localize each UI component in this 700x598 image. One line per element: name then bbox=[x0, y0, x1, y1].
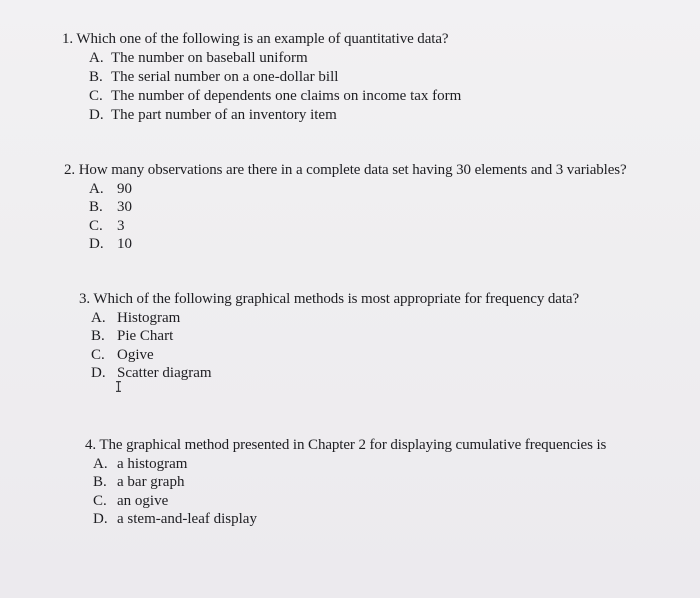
option-letter: C. bbox=[91, 346, 105, 363]
question-3-option-a[interactable] bbox=[91, 309, 579, 328]
option-letter: C. bbox=[89, 217, 103, 234]
question-2 bbox=[64, 161, 627, 254]
option-letter: D. bbox=[91, 365, 106, 381]
question-3-options bbox=[91, 309, 579, 383]
question-3-option-d[interactable] bbox=[91, 364, 579, 383]
option-text: The part number of an inventory item bbox=[111, 106, 337, 123]
option-text: The number of dependents one claims on income tax form bbox=[111, 87, 462, 104]
question-1-text: 1. Which one of the following is an example of quantitative data? bbox=[62, 31, 449, 47]
question-1-option-c[interactable] bbox=[89, 87, 461, 106]
question-2-option-c[interactable] bbox=[89, 217, 627, 236]
question-4-option-a[interactable] bbox=[93, 455, 606, 474]
option-text: The serial number on a one-dollar bill bbox=[111, 68, 339, 85]
question-4-option-b[interactable] bbox=[93, 473, 606, 492]
option-text: 30 bbox=[117, 199, 132, 215]
question-3-option-c[interactable] bbox=[91, 346, 579, 365]
question-3-option-b[interactable] bbox=[91, 327, 579, 346]
option-letter: C. bbox=[93, 492, 107, 509]
option-text: Ogive bbox=[117, 346, 154, 363]
option-text: Pie Chart bbox=[117, 328, 174, 344]
option-letter: C. bbox=[89, 87, 103, 104]
question-4-options bbox=[93, 455, 606, 529]
option-text: Scatter diagram bbox=[117, 365, 212, 381]
question-2-options bbox=[89, 180, 627, 254]
option-letter: A. bbox=[93, 455, 108, 472]
question-3-text: 3. Which of the following graphical methods is most appropriate for frequency data? bbox=[79, 291, 580, 307]
question-2-option-d[interactable] bbox=[89, 235, 627, 254]
text-cursor-icon: I bbox=[114, 378, 123, 396]
question-1-options bbox=[89, 49, 461, 125]
question-1-option-d[interactable] bbox=[89, 106, 461, 125]
question-4-option-d[interactable] bbox=[93, 510, 606, 529]
question-2-option-a[interactable] bbox=[89, 180, 627, 199]
option-text: 3 bbox=[117, 217, 125, 234]
question-4 bbox=[85, 436, 606, 529]
option-letter: A. bbox=[91, 309, 106, 326]
question-1 bbox=[62, 30, 461, 125]
question-1-option-b[interactable] bbox=[89, 68, 461, 87]
option-letter: D. bbox=[93, 511, 108, 527]
option-letter: A. bbox=[89, 49, 104, 66]
question-1-option-a[interactable] bbox=[89, 49, 461, 68]
option-text: 10 bbox=[117, 236, 132, 252]
option-letter: D. bbox=[89, 236, 104, 252]
option-letter: B. bbox=[93, 474, 107, 490]
question-2-option-b[interactable] bbox=[89, 198, 627, 217]
question-2-text: 2. How many observations are there in a complete data set having 30 elements and 3 variables? bbox=[64, 162, 627, 178]
option-text: a bar graph bbox=[117, 474, 185, 490]
option-letter: B. bbox=[91, 328, 105, 344]
option-letter: D. bbox=[89, 106, 104, 123]
option-text: a stem-and-leaf display bbox=[117, 511, 257, 527]
question-4-text: 4. The graphical method presented in Chapter 2 for displaying cumulative frequencies is bbox=[85, 437, 607, 453]
option-text: Histogram bbox=[117, 309, 181, 326]
option-text: an ogive bbox=[117, 492, 169, 509]
question-3 bbox=[79, 290, 579, 383]
option-text: a histogram bbox=[117, 455, 188, 472]
option-text: The number on baseball uniform bbox=[111, 49, 308, 66]
option-letter: A. bbox=[89, 180, 104, 197]
option-text: 90 bbox=[117, 180, 132, 197]
option-letter: B. bbox=[89, 68, 103, 85]
question-4-option-c[interactable] bbox=[93, 492, 606, 511]
option-letter: B. bbox=[89, 199, 103, 215]
